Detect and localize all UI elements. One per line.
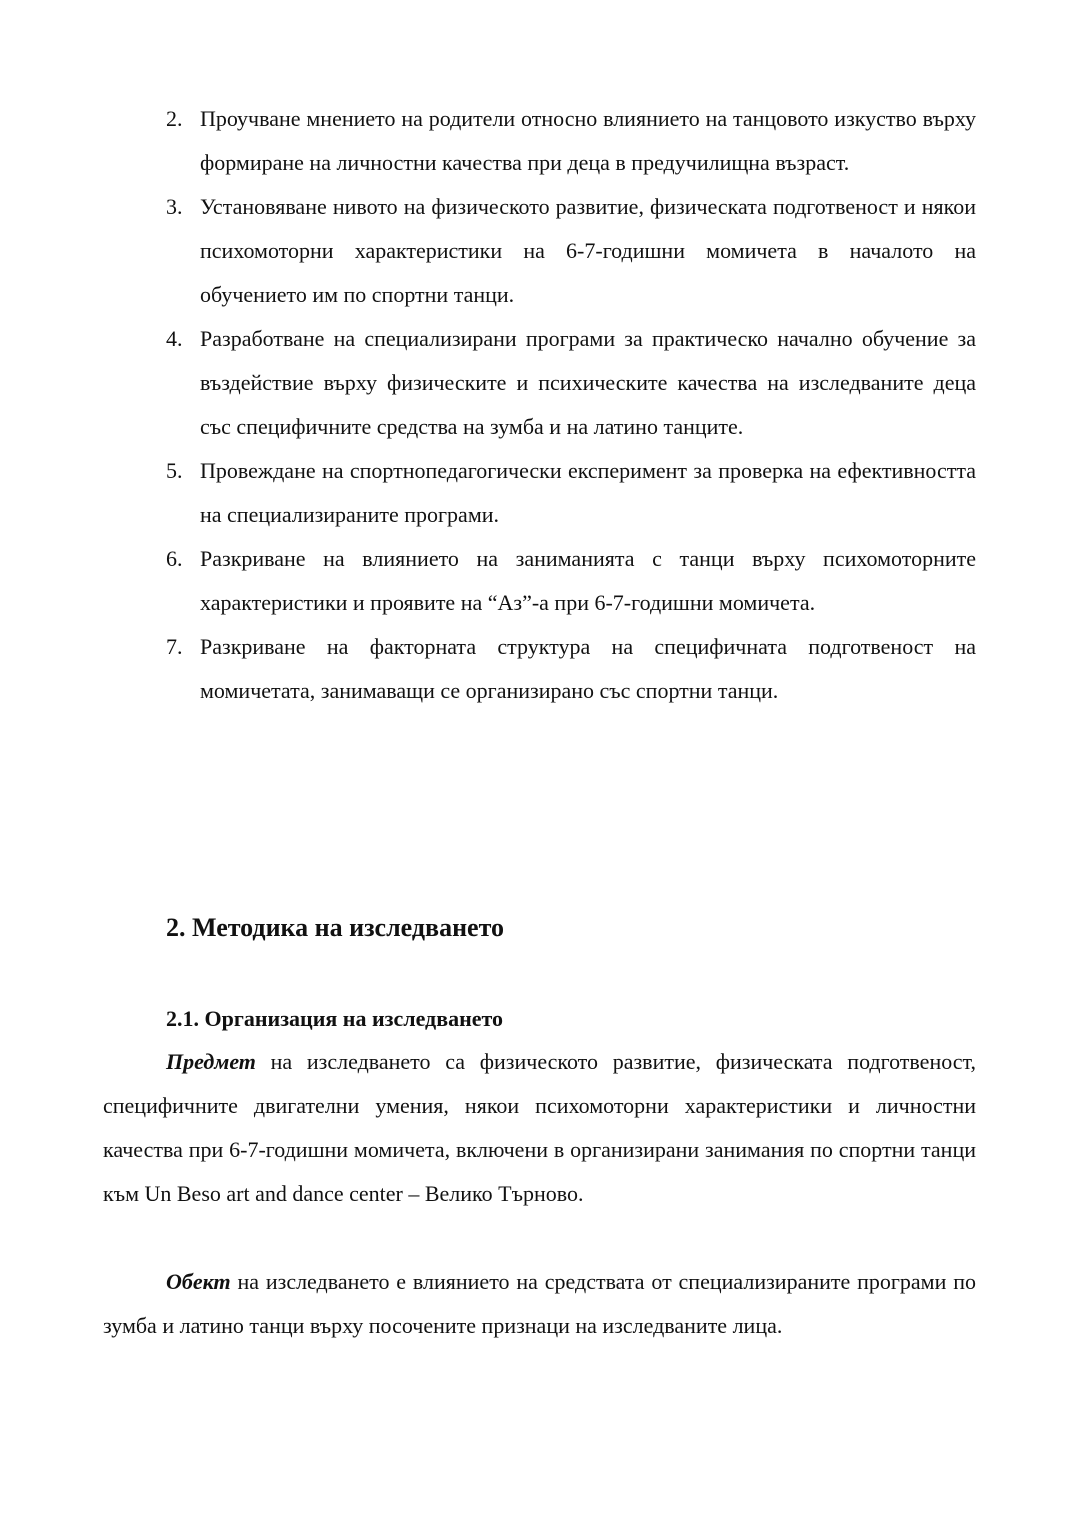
list-item: [166, 317, 976, 449]
subsection-heading: 2.1. Организация на изследването: [166, 1006, 504, 1031]
research-tasks-list: [166, 97, 976, 713]
list-item-text: Разработване на специализирани програми за практическо начално обучение за въздействие върху физическите и психическите качества на изследваните деца със специфичните средства на зумба и на латино танците.: [200, 326, 976, 439]
list-item: [166, 97, 976, 185]
section-heading: 2. Методика на изследването: [166, 913, 505, 942]
list-item: [166, 449, 976, 537]
list-item-number: 3.: [166, 194, 183, 219]
list-item-text: Разкриване на влиянието на заниманията с танци върху психомоторните характеристики и проявите на “Аз”-а при 6-7-годишни момичета.: [200, 546, 976, 615]
list-item-text: Разкриване на факторната структура на специфичната подготвеност на момичетата, занимаващи се организирано със спортни танци.: [200, 634, 976, 703]
paragraph-text: на изследването са физическото развитие, физическата подготвеност, специфичните двигателни умения, някои психомоторни характеристики и личностни качества при 6-7-годишни момичета, включени в организирани занимания по спортни танци към Un Beso art and dance center – Велико Търново.: [103, 1049, 976, 1206]
list-item-text: Проучване мнението на родители относно влиянието на танцовото изкуство върху формиране на личностни качества при деца в предучилищна възраст.: [200, 106, 976, 175]
list-item-number: 7.: [166, 634, 183, 659]
paragraph-term: Обект: [166, 1269, 231, 1294]
list-item-number: 6.: [166, 546, 183, 571]
list-item-text: Установяване нивото на физическото развитие, физическата подготвеност и някои психомоторни характеристики на 6-7-годишни момичета в началото на обучението им по спортни танци.: [200, 194, 976, 307]
paragraph-term: Предмет: [166, 1049, 256, 1074]
list-item-number: 4.: [166, 326, 183, 351]
list-item: [166, 625, 976, 713]
object-paragraph: [103, 1260, 976, 1348]
paragraph-text: на изследването е влиянието на средствата от специализираните програми по зумба и латино танци върху посочените признаци на изследваните лица.: [103, 1269, 976, 1338]
list-item: [166, 537, 976, 625]
subject-paragraph: [103, 1040, 976, 1216]
list-item-number: 2.: [166, 106, 183, 131]
list-item-number: 5.: [166, 458, 183, 483]
list-item-text: Провеждане на спортнопедагогически експеримент за проверка на ефективността на специализираните програми.: [200, 458, 976, 527]
list-item: [166, 185, 976, 317]
